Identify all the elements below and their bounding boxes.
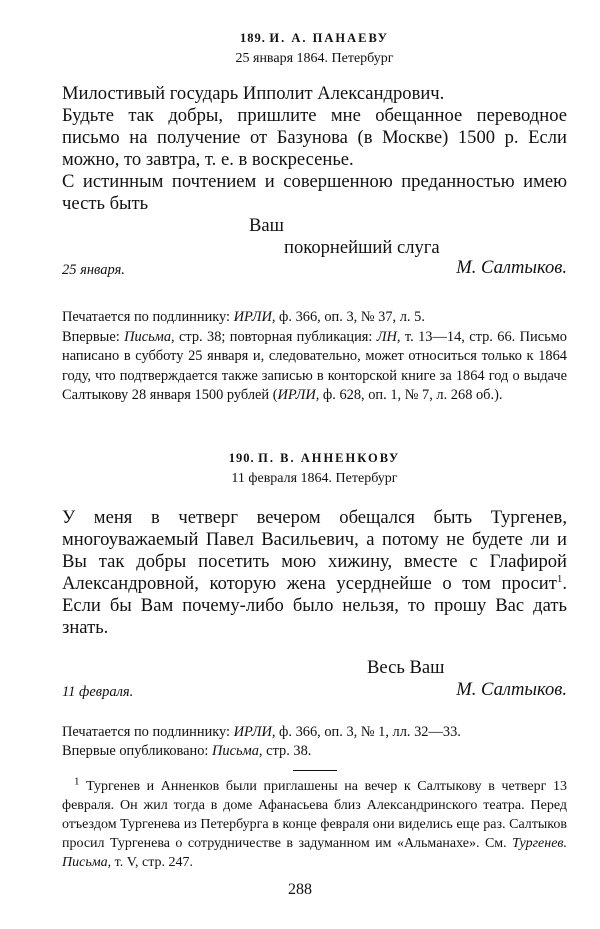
letter-190-closing [62,657,567,703]
letter-189-note [62,308,567,406]
letter-dateline: 25 января 1864. Петербург [235,51,394,66]
letter-190-header [62,448,567,469]
letter-paragraph: С истинным почтением и совершенною преданностью имею честь быть [62,171,567,214]
footnote: $^1$ Тургенев и Анненков были приглашены на вечер к Салтыкову в четверг 13 февраля. Он жил тогда в доме Афанасьева близ Александринского театра. Перед отъездом Тургенева из Петербурга в конце февраля они виделись еще раз. Салтыков просил Тургенева о сотрудничестве в задуманном им «Альманахе». См. Тургенев. Письма, т. V, стр. 247. [62,774,567,870]
letter-190-note [62,723,567,762]
publication-note: Впервые опубликовано: Письма, стр. 38. [62,743,312,759]
page-content [62,28,567,872]
source-note: Печатается по подлиннику: ИРЛИ, ф. 366, оп. 3, № 37, л. 5. [62,309,425,325]
letter-paragraph: У меня в четверг вечером обещался быть Тургенев, многоуважаемый Павел Васильевич, а потому не будете ли и Вы так добры посетить мою хижину, вместе с Глафирой Александровной, которую жена усерднейше о том просит$^1$. Если бы Вам почему-либо было нельзя, то прошу Вас дать знать. [62,506,567,638]
letter-dateline: 11 февраля 1864. Петербург [231,470,398,486]
letter-189-header [62,28,567,49]
date-note: 11 февраля. [62,683,134,700]
salutation: Милостивый государь Ипполит Александрович. [62,83,445,104]
footnote-marker: 1 [74,774,80,787]
letter-190-body [62,507,567,639]
letter-number: 190. [228,450,255,465]
closing-line: покорнейший слуга [284,237,440,258]
letter-paragraph: Будьте так добры, пришлите мне обещанное переводное письмо на получение от Базунова (в Москве) 1500 р. Если можно, то завтра, т. е. в воскресенье. [62,105,567,170]
footnote-divider [293,770,337,771]
signature: М. Салтыков. [456,257,567,278]
footnote-marker: 1 [556,572,563,585]
letter-addressee: И. А. ПАНАЕВУ [269,31,389,45]
publication-note: Впервые: Письма, стр. 38; повторная публикация: ЛН, т. 13—14, стр. 66. Письмо написано в субботу 25 января и, следовательно, может относиться только к 1864 году, что подтверждается также записью в конторской книге за 1864 год о выдаче Салтыкову 28 января 1500 рублей (ИРЛИ, ф. 628, оп. 1, № 7, л. 268 об.). [62,328,567,403]
source-note: Печатается по подлиннику: ИРЛИ, ф. 366, оп. 3, № 1, лл. 32—33. [62,723,461,740]
closing-line: Весь Ваш [367,656,445,678]
page-number: 288 [288,881,312,898]
signature: М. Салтыков. [456,678,567,700]
date-note: 25 января. [62,262,125,278]
letter-addressee: П. В. АННЕНКОВУ [258,450,401,465]
letter-189-body [62,83,567,215]
letter-189-closing [62,215,567,281]
closing-line: Ваш [249,215,284,236]
letter-number: 189. [240,31,266,45]
